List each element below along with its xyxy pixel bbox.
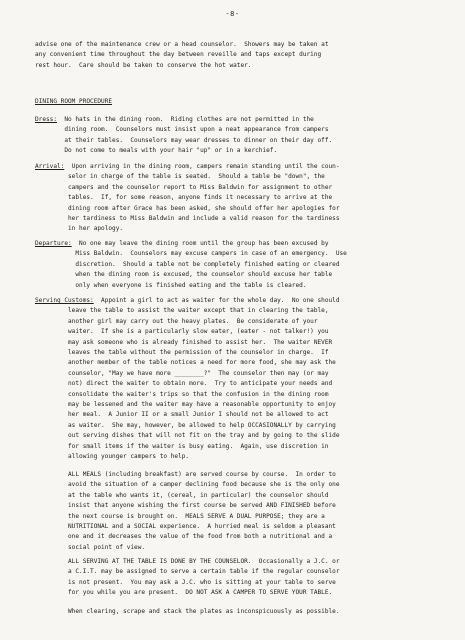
text-line: out serving dishes that will not fit on the tray and by going to the slide — [35, 432, 340, 440]
text-line: any convenient time throughout the day between reveille and taps except during — [35, 51, 322, 59]
text-line: is not present. You may ask a J.C. who is sitting at your table to serve — [35, 578, 336, 586]
text-line: her meal. A Junior II or a small Junior I should not be allowed to act — [35, 411, 329, 419]
serving-customs-label: Serving Customs: — [35, 297, 94, 304]
text-line: not) direct the waiter to obtain more. Try to anticipate your needs and — [35, 380, 333, 388]
text-line: ALL SERVING AT THE TABLE IS DONE BY THE COUNSELOR. Occasionally a J.C. or — [35, 558, 340, 565]
text-line: avoid the situation of a camper declining food because she is the only one — [35, 481, 340, 489]
text-line: counselor, "May we have more ________?" The counselor then may (or may — [35, 369, 329, 377]
text-line: the next course is brought on. MEALS SERVE A DUAL PURPOSE; they are a — [35, 512, 325, 520]
text-line: leave the table to assist the waiter except that in clearing the table, — [35, 307, 329, 315]
text-line: Do not come to meals with your hair "up" or in a kerchief. — [35, 147, 278, 155]
text-line: Serving Customs: Appoint a girl to act as waiter for the whole day. No one should — [35, 297, 340, 304]
text-line: another member of the table notices a need for more food, she may ask the — [35, 359, 336, 367]
text-line: for you while you are present. DO NOT ASK A CAMPER TO SERVE YOUR TABLE. — [35, 589, 333, 597]
text-line: waiter. If she is a particularly slow eater, (eater - not talker!) you — [35, 328, 329, 336]
text-line: only when everyone is finished eating and the table is cleared. — [35, 281, 307, 289]
text-line: allowing younger campers to help. — [35, 453, 190, 461]
text-line: in her apology. — [35, 225, 124, 233]
page-number: -8- — [225, 10, 240, 18]
departure-section — [35, 239, 347, 291]
arrival-section — [35, 162, 340, 235]
text-line: selor in charge of the table is seated. Should a table be "down", the — [35, 173, 325, 181]
text-line: insist that anyone wishing the first course be served AND FINISHED before — [35, 502, 336, 510]
clearing-paragraph: When clearing, scrape and stack the plates as inconspicuously as possible. — [35, 608, 340, 615]
text-line: leaves the table without the permission of the counselor in charge. If — [35, 349, 329, 357]
intro-paragraph — [35, 40, 329, 71]
text-line: NUTRITIONAL and a SOCIAL experience. A hurried meal is seldom a pleasant — [35, 523, 336, 531]
departure-label: Departure: — [35, 240, 72, 247]
text-line: Dress: No hats in the dining room. Riding clothes are not permitted in the — [35, 116, 314, 123]
text-line: discretion. Should a table not be completely finished eating or cleared — [35, 260, 340, 268]
text-line: her tardiness to Miss Baldwin and include a valid reason for the tardiness — [35, 215, 340, 223]
text-line: at the table who wants it, (cereal, in particular) the counselor should — [35, 491, 329, 499]
arrival-label: Arrival: — [35, 163, 65, 170]
text-line: a C.I.T. may be assigned to serve a certain table if the regular counselor — [35, 568, 340, 576]
section-heading: DINING ROOM PROCEDURE — [35, 98, 113, 105]
text-line: dining room after Grace has been asked, she should offer her apologies for — [35, 204, 340, 212]
text-line: dining room. Counselors must insist upon a neat appearance from campers — [35, 126, 329, 134]
text-line: another girl may carry out the heavy plates. Be considerate of your — [35, 317, 318, 325]
text-line: ALL MEALS (including breakfast) are served course by course. In order to — [35, 471, 336, 478]
serving-paragraph — [35, 557, 340, 599]
text-line: may ask someone who is already finished to assist her. The waiter NEVER — [35, 338, 333, 346]
text-line: Departure: No one may leave the dining room until the group has been excused by — [35, 240, 329, 247]
text-line: tables. If, for some reason, anyone finds it necessary to arrive at the — [35, 194, 333, 202]
dress-label: Dress: — [35, 116, 58, 123]
text-line: one and it decreases the value of the food from both a nutritional and a — [35, 533, 333, 541]
text-line: consolidate the waiter's trips so that the confusion in the dining room — [35, 390, 329, 398]
text-line: advise one of the maintenance crew or a head counselor. Showers may be taken at — [35, 41, 329, 48]
text-line: at their tables. Counselors may wear dresses to dinner on their day off. — [35, 136, 333, 144]
text-line: when the dining room is excused, the counselor should excuse her table — [35, 271, 333, 279]
text-line: Arrival: Upon arriving in the dining room, campers remain standing until the coun- — [35, 163, 340, 170]
text-line: may be lessened and the waiter may have a reasonable opportunity to enjoy — [35, 401, 336, 409]
dress-section — [35, 115, 332, 157]
text-line: campers and the counselor report to Miss Baldwin for assignment to other — [35, 183, 333, 191]
serving-customs-section — [35, 296, 340, 463]
text-line: for small items if the waiter is busy eating. Again, use discretion in — [35, 442, 329, 450]
text-line: Miss Baldwin. Counselors may excuse campers in case of an emergency. Use — [35, 250, 347, 258]
meals-paragraph — [35, 470, 340, 553]
text-line: social point of view. — [35, 543, 146, 551]
text-line: rest hour. Care should be taken to conserve the hot water. — [35, 61, 252, 69]
text-line: as waiter. She may, however, be allowed to help OCCASIONALLY by carrying — [35, 421, 336, 429]
